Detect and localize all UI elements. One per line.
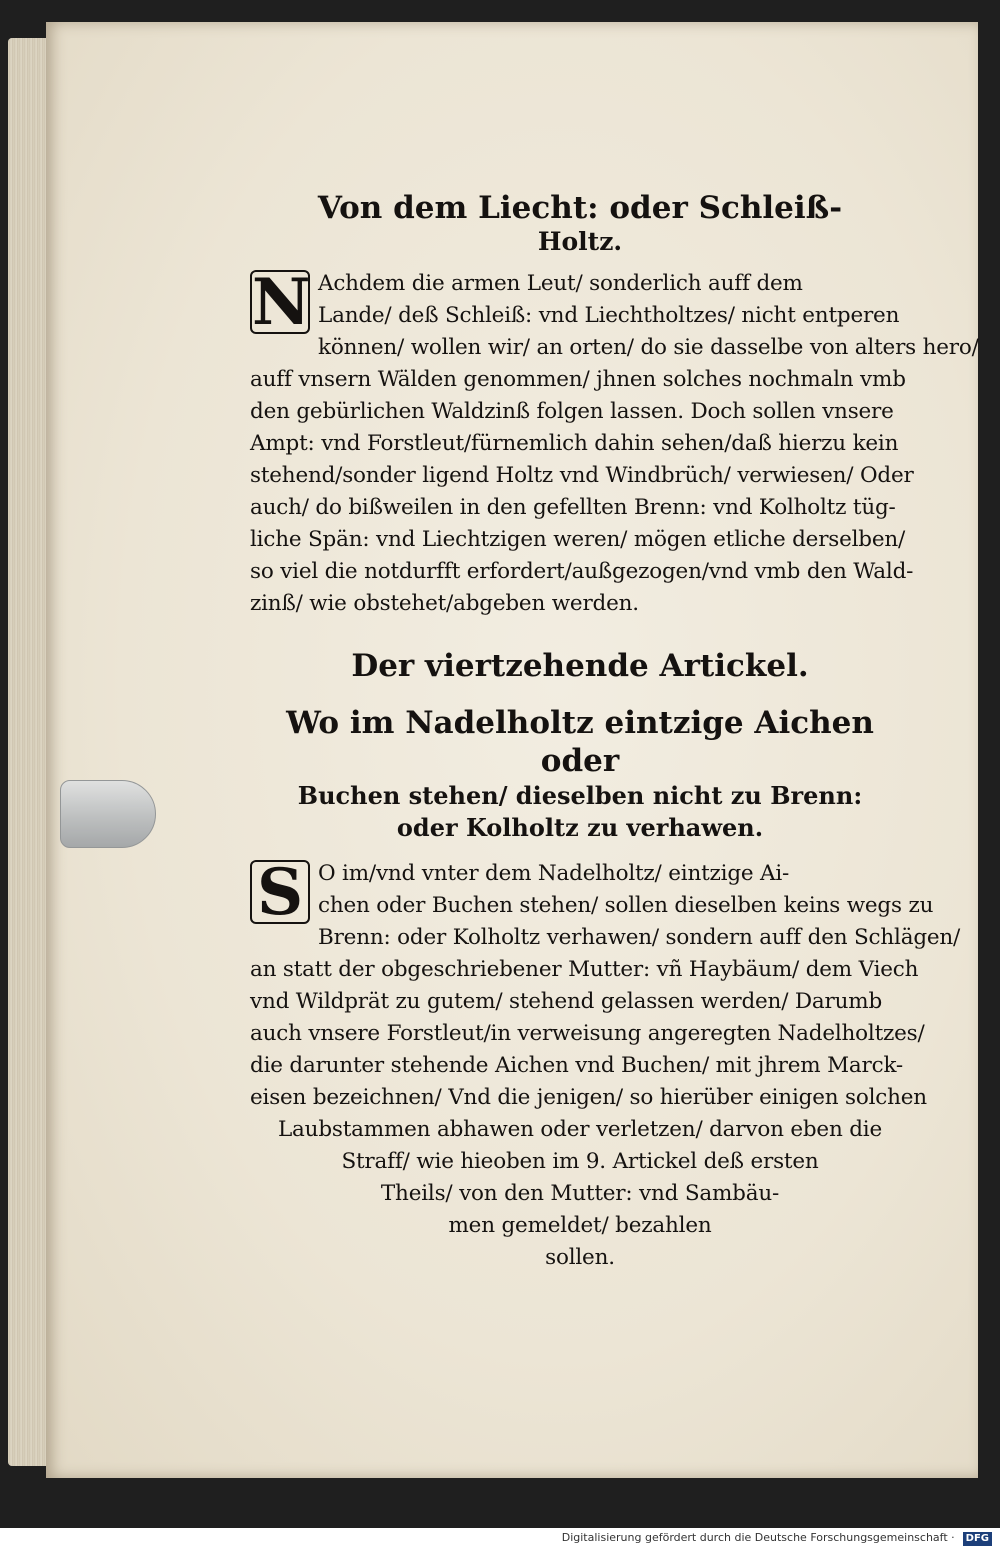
page-clip — [60, 780, 156, 848]
text-line: Ampt: vnd Forstleut/fürnemlich dahin sehen/daß hierzu kein — [250, 431, 899, 456]
text-line: men gemeldet/ bezahlen — [448, 1213, 712, 1238]
drop-cap-initial: N — [252, 265, 311, 340]
text-line: an statt der obgeschriebener Mutter: vñ Haybäum/ dem Viech — [250, 957, 919, 982]
section-title: Der viertzehende Artickel. — [351, 648, 809, 684]
page-text — [250, 190, 979, 1274]
text-line: liche Spän: vnd Liechtzigen weren/ mögen etliche derselben/ — [250, 527, 906, 552]
funding-credit: Digitalisierung gefördert durch die Deutsche Forschungsgemeinschaft · — [561, 1531, 955, 1544]
text-line: eisen bezeichnen/ Vnd die jenigen/ so hierüber einigen solchen — [250, 1085, 927, 1110]
text-line: Laubstammen abhawen oder verletzen/ darvon eben die — [277, 1117, 883, 1142]
book-page-edges — [8, 38, 50, 1466]
dfg-logo: DFG — [963, 1532, 992, 1546]
funding-footer — [0, 1528, 1000, 1548]
text-line: Brenn: oder Kolholtz verhawen/ sondern auff den Schlägen/ — [318, 925, 961, 950]
text-line: die darunter stehende Aichen vnd Buchen/ mit jhrem Marck- — [250, 1053, 903, 1078]
text-line: zinß/ wie obstehet/abgeben werden. — [250, 591, 639, 616]
heading-title: Von dem Liecht: oder Schleiß- — [317, 190, 843, 226]
text-line: können/ wollen wir/ an orten/ do sie dasselbe von alters hero/ — [318, 335, 979, 360]
text-line: auch vnsere Forstleut/in verweisung angeregten Nadelholtzes/ — [250, 1021, 925, 1046]
text-line: chen oder Buchen stehen/ sollen dieselben keins wegs zu — [318, 893, 934, 918]
article-subtitle-line3: oder Kolholtz zu verhawen. — [396, 813, 764, 842]
text-line: sollen. — [545, 1245, 615, 1270]
text-line: Theils/ von den Mutter: vnd Sambäu- — [380, 1181, 780, 1206]
text-line: auch/ do bißweilen in den gefellten Brenn: vnd Kolholtz tüg- — [250, 495, 896, 520]
text-line: so viel die notdurfft erfordert/außgezogen/vnd vmb den Wald- — [250, 559, 914, 584]
text-line: auff vnsern Wälden genommen/ jhnen solches nochmaln vmb — [250, 367, 906, 392]
heading-title-continued: Holtz. — [537, 227, 623, 256]
text-line: Lande/ deß Schleiß: vnd Liechtholtzes/ nicht entperen — [318, 303, 900, 328]
article-subtitle-line2: Buchen stehen/ dieselben nicht zu Brenn: — [297, 781, 863, 810]
text-line: Achdem die armen Leut/ sonderlich auff dem — [318, 271, 803, 296]
text-line: Straff/ wie hieoben im 9. Artickel deß ersten — [341, 1149, 819, 1174]
article-subtitle-line1: Wo im Nadelholtz eintzige Aichen oder — [286, 705, 874, 779]
paragraph-2 — [250, 855, 961, 1274]
text-line: den gebürlichen Waldzinß folgen lassen. Doch sollen vnsere — [250, 399, 894, 424]
drop-cap-initial: S — [250, 860, 310, 924]
text-line: O im/vnd vnter dem Nadelholtz/ eintzige Ai- — [318, 861, 790, 886]
text-line: stehend/sonder ligend Holtz vnd Windbrüch/ verwiesen/ Oder — [250, 463, 914, 488]
paragraph-1 — [250, 265, 979, 620]
text-line: vnd Wildprät zu gutem/ stehend gelassen werden/ Darumb — [250, 989, 883, 1014]
